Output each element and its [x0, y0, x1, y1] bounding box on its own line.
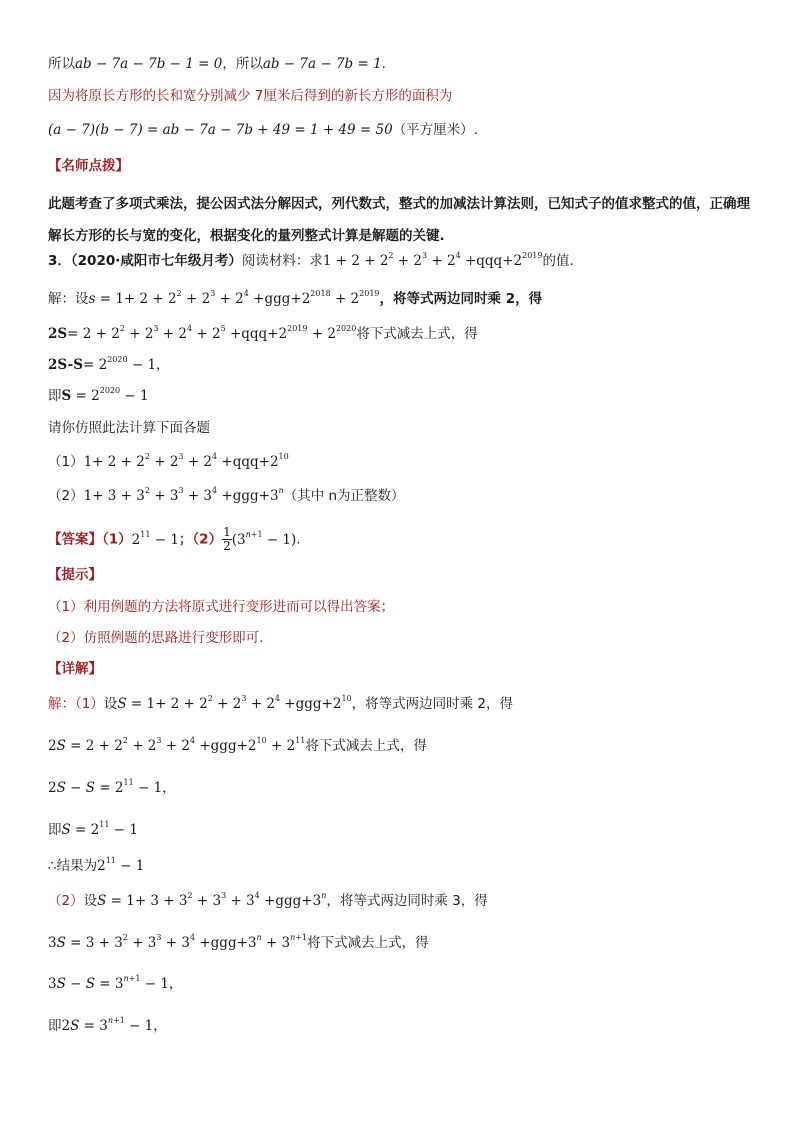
formula: $S = 2^{2020} - 1$ — [61, 386, 149, 404]
hint-2: （2）仿照例题的思路进行变形即可． — [48, 630, 273, 646]
formula: $s = 1+ 2 + 2^2 + 2^3 + 2^4 +ggg+2^{2018} + 2^{2019}$ — [88, 289, 380, 307]
detail-line-9: 即$2S = 3^{n+1} - 1$， — [48, 1016, 167, 1034]
heading-detail: 【详解】 — [48, 661, 102, 677]
item-2: $(2)1+ 3 + 3^2 + 3^3 + 3^4 +ggg+3^n$（其中 n为正整数） — [48, 486, 405, 504]
formula: $S = 2^{11} - 1$ — [61, 820, 138, 838]
line-1: 所以ab − 7a − 7b − 1 = 0，所以ab − 7a − 7b = 1. — [48, 56, 386, 72]
detail-line-8 — [48, 974, 754, 994]
formula: ab − 7a − 7b − 1 = 0 — [75, 56, 223, 72]
detail-line-2: $2S = 2 + 2^2 + 2^3 + 2^4 +ggg+2^{10} + 2^{11}$将下式减去上式，得 — [48, 736, 427, 754]
detail-line-6: （2）设$S = 1+ 3 + 3^2 + 3^3 + 3^4 +ggg+3^n$，将等式两边同时乘 3，得 — [48, 891, 488, 909]
item-1: $(1)1+ 2 + 2^2 + 2^3 + 2^4 +qqq+2^{10}$ — [48, 452, 289, 470]
instruction: 请你仿照此法计算下面各题 — [48, 420, 210, 436]
solution-line-2: $2S= 2 + 2^2 + 2^3 + 2^4 + 2^5 +qqq+2^{2019} + 2^{2020}$将下式减去上式，得 — [48, 324, 478, 342]
formula: $2^{11} - 1$ — [97, 856, 145, 874]
solution-line-3: $2S-S= 2^{2020} - 1$， — [48, 355, 170, 373]
answer: 【答案】$(1)2^{11} - 1$；（2） $\frac{1}{2}$ $(3^{n+1} - 1)$. — [48, 525, 301, 553]
solution-line-4: 即$S = 2^{2020} - 1$ — [48, 386, 149, 404]
formula: $3S = 3 + 3^2 + 3^3 + 3^4 +ggg+3^n + 3^{n+1}$ — [48, 933, 308, 951]
explanation-paragraph: 此题考查了多项式乘法，提公因式法分解因式，列代数式，整式的加减法计算法则，已知式子的值求整式的值，正确理解长方形的长与宽的变化，根据变化的量列整式计算是解题的关键. — [48, 196, 750, 244]
formula: $S = 1+ 2 + 2^2 + 2^3 + 2^4 +ggg+2^{10}$ — [117, 694, 352, 712]
formula: $3S - S = 3^{n+1} - 1$， — [48, 974, 183, 992]
detail-line-5: ∴结果为$2^{11} - 1$ — [48, 856, 145, 874]
hint-1: （1）利用例题的方法将原式进行变形进而可以得出答案； — [48, 599, 395, 615]
formula: 2S-S — [48, 357, 83, 373]
line-3: (a − 7)(b − 7) = ab − 7a − 7b + 49 = 1 + 49 = 50（平方厘米）. — [48, 122, 478, 138]
solution-line-1: 解：设$s = 1+ 2 + 2^2 + 2^3 + 2^4 +ggg+2^{2018} + 2^{2019}$，将等式两边同时乘 2，得 — [48, 289, 543, 307]
formula: $1 + 2 + 2^2 + 2^3 + 2^4 +qqq+2^{2019}$ — [322, 251, 543, 269]
detail-line-1: 解：（1）设$S = 1+ 2 + 2^2 + 2^3 + 2^4 +ggg+2^{10}$，将等式两边同时乘 2，得 — [48, 694, 514, 712]
heading-hint: 【提示】 — [48, 567, 102, 583]
formula: $2S - S = 2^{11} - 1$， — [48, 778, 176, 796]
formula: $1+ 2 + 2^2 + 2^3 + 2^4 +qqq+2^{10}$ — [83, 452, 289, 470]
line-2: 因为将原长方形的长和宽分别减少 7厘米后得到的新长方形的面积为 — [48, 88, 453, 104]
formula: $S = 1+ 3 + 3^2 + 3^3 + 3^4 +ggg+3^n$ — [97, 891, 327, 909]
formula: $(3^{n+1} - 1)$ — [231, 529, 297, 548]
formula: $2S = 3^{n+1} - 1$， — [61, 1016, 167, 1034]
formula: $1+ 3 + 3^2 + 3^3 + 3^4 +ggg+3^n$ — [83, 486, 284, 504]
formula: 2S — [48, 326, 68, 342]
question-3: 3．（2020·咸阳市七年级月考）阅读材料：求$1 + 2 + 2^2 + 2^3 + 2^4 +qqq+2^{2019}$的值. — [48, 251, 574, 269]
formula: (a − 7)(b − 7) = ab − 7a − 7b + 49 = 1 + 49 = 50 — [48, 122, 393, 138]
detail-line-7: $3S = 3 + 3^2 + 3^3 + 3^4 +ggg+3^n + 3^{n+1}$将下式减去上式，得 — [48, 933, 429, 951]
detail-line-4: 即$S = 2^{11} - 1$ — [48, 820, 138, 838]
detail-line-3 — [48, 778, 754, 798]
fraction-one-half: $\frac{1}{2}$ — [223, 525, 231, 553]
heading-tips: 【名师点拨】 — [48, 158, 129, 174]
formula: $2S = 2 + 2^2 + 2^3 + 2^4 +ggg+2^{10} + 2^{11}$ — [48, 736, 306, 754]
formula: $2^{11} - 1$ — [131, 529, 179, 548]
formula: ab − 7a − 7b = 1 — [262, 56, 382, 72]
